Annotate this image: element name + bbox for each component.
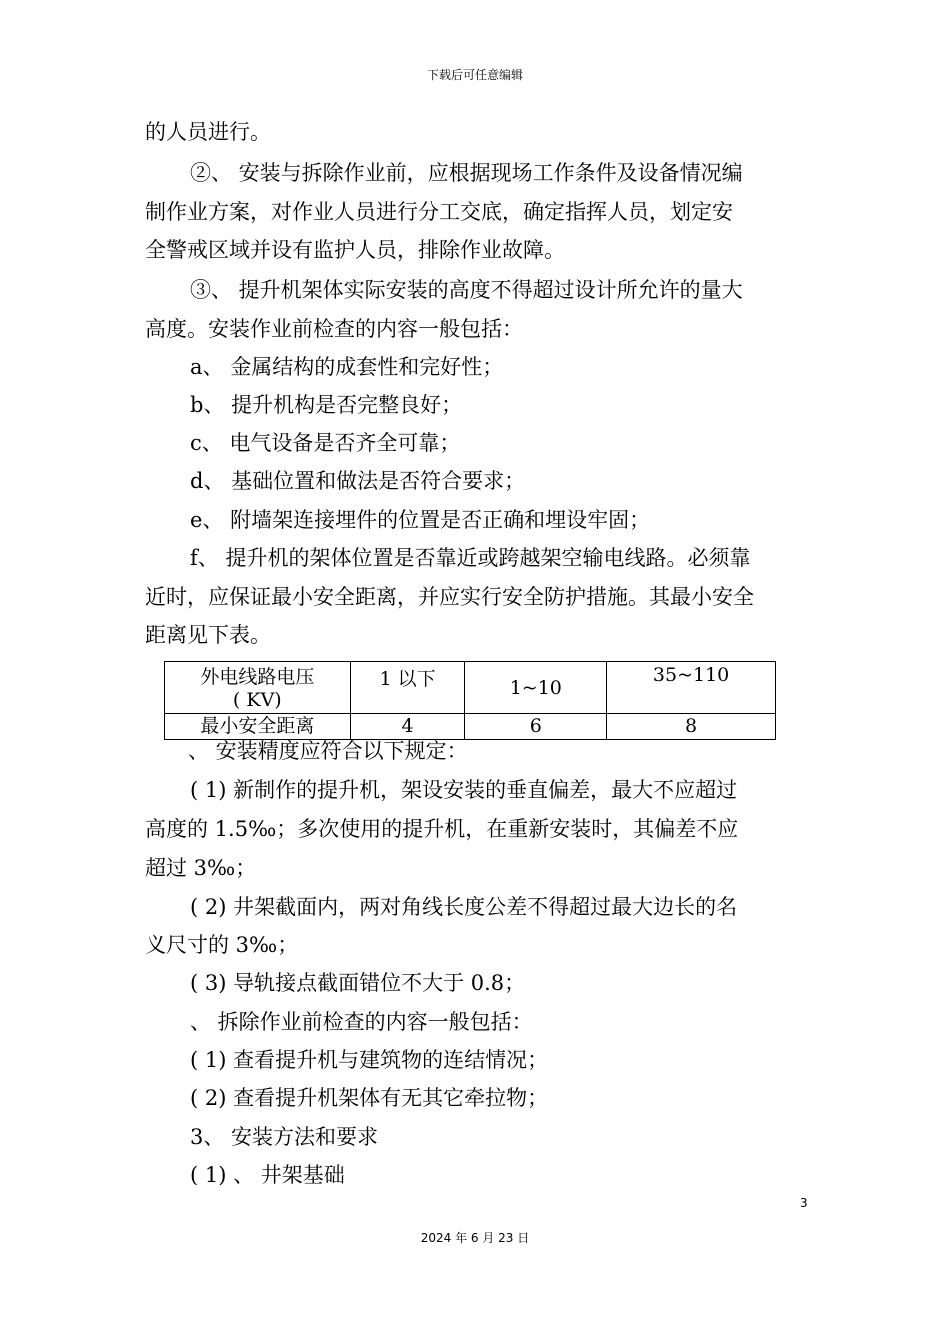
text-line: 、 拆除作业前检查的内容一般包括： [190,1010,533,1034]
table-cell-voltage-header [165,662,351,714]
text-line: ③、 提升机架体实际安装的高度不得超过设计所允许的量大 [190,278,743,302]
table-row [165,662,776,714]
table-cell: 35~110 [607,662,776,714]
table-cell-min-distance-label: 最小安全距离 [165,714,351,740]
text-line: ( 3) 导轨接点截面错位不大于 0.8； [190,971,526,995]
table-cell: 6 [465,714,607,740]
text-line: ( 2) 查看提升机架体有无其它牵拉物； [190,1086,549,1110]
text-line: 超过 3‰； [145,856,257,880]
text-line: ②、 安装与拆除作业前，应根据现场工作条件及设备情况编 [190,161,743,185]
text-line: c、 电气设备是否齐全可靠； [190,431,461,455]
text-line: b、 提升机构是否完整良好； [190,393,463,417]
table-cell: 1 以下 [350,662,465,714]
safety-distance-table [164,661,776,740]
text-line: 近时，应保证最小安全距离，并应实行安全防护措施。其最小安全 [145,585,754,609]
text-line: 全警戒区域并设有监护人员，排除作业故障。 [145,238,565,262]
text-line: ( 1) 查看提升机与建筑物的连结情况； [190,1048,549,1072]
table-cell: 8 [607,714,776,740]
page-footer-date: 2024 年 6 月 23 日 [420,1231,530,1245]
table-cell: 4 [350,714,465,740]
voltage-label: 外电线路电压 [200,665,315,688]
page-header: 下载后可任意编辑 [426,68,523,82]
text-line: 高度的 1.5‰；多次使用的提升机，在重新安装时，其偏差不应 [145,817,739,841]
text-line: 3、 安装方法和要求 [190,1125,379,1149]
text-line: 、 安装精度应符合以下规定： [188,739,468,763]
text-line: 距离见下表。 [145,623,271,647]
text-line: a、 金属结构的成套性和完好性； [190,355,504,379]
text-line: ( 2) 井架截面内，两对角线长度公差不得超过最大边长的名 [190,895,738,919]
text-line: e、 附墙架连接埋件的位置是否正确和埋设牢固； [190,508,651,532]
text-line: 高度。安装作业前检查的内容一般包括： [145,317,523,341]
text-line: 的人员进行。 [145,120,271,144]
page-number: 3 [800,1196,808,1210]
voltage-unit: ( KV) [232,688,282,711]
text-line: f、 提升机的架体位置是否靠近或跨越架空输电线路。必须靠 [190,546,751,570]
text-line: ( 1) 新制作的提升机，架设安装的垂直偏差，最大不应超过 [190,778,738,802]
text-line: d、 基础位置和做法是否符合要求； [190,469,526,493]
table-cell: 1~10 [465,662,607,714]
text-line: 义尺寸的 3‰； [145,933,299,957]
text-line: 制作业方案，对作业人员进行分工交底，确定指挥人员，划定安 [145,200,733,224]
text-line: ( 1) 、 井架基础 [190,1163,345,1187]
